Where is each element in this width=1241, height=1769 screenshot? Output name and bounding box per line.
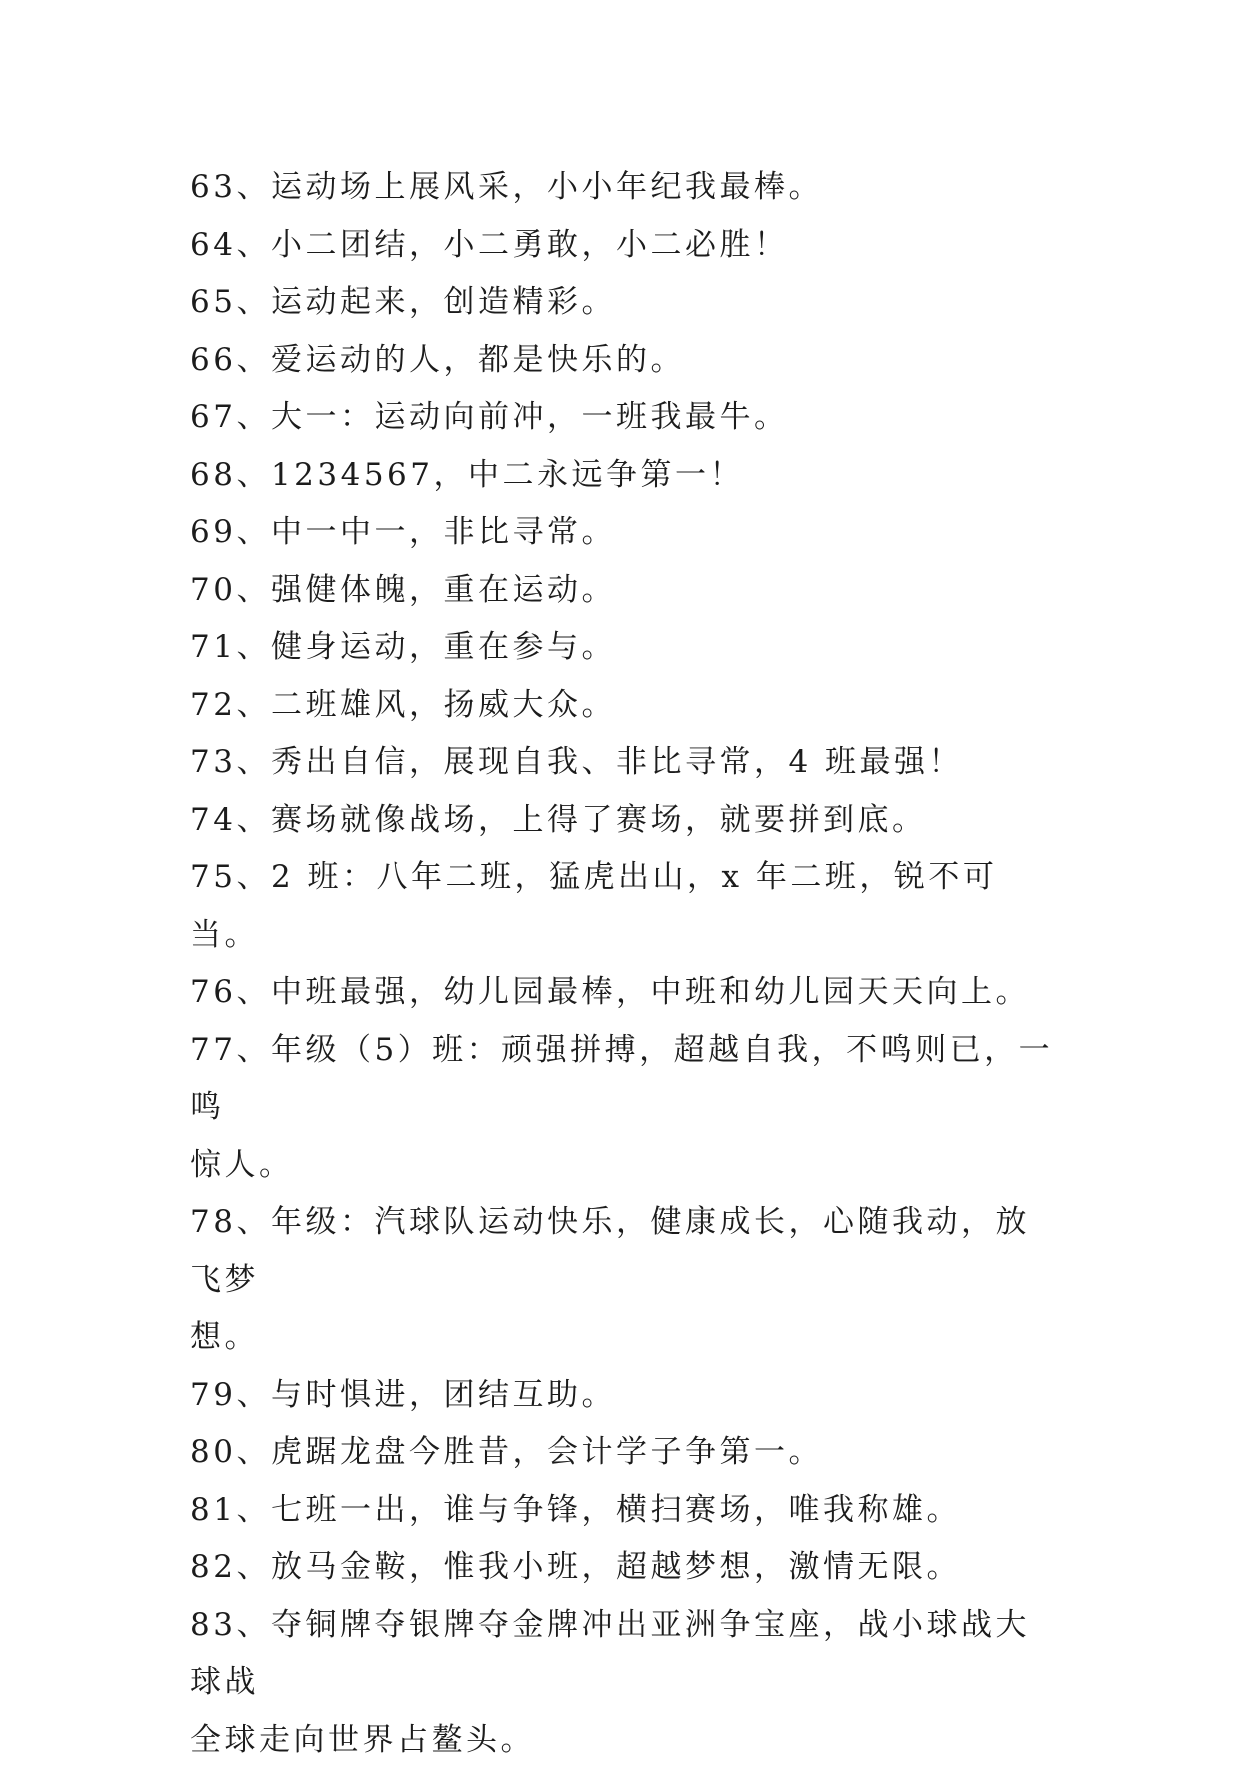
text-line: 81、七班一出，谁与争锋，横扫赛场，唯我称雄。 (190, 1482, 1062, 1540)
text-line: 82、放马金鞍，惟我小班，超越梦想，激情无限。 (190, 1539, 1062, 1597)
text-line: 63、运动场上展风采，小小年纪我最棒。 (190, 159, 1062, 217)
text-line: 74、赛场就像战场，上得了赛场，就要拼到底。 (190, 792, 1062, 850)
text-line: 76、中班最强，幼儿园最棒，中班和幼儿园天天向上。 (190, 964, 1062, 1022)
text-line: 想。 (190, 1309, 1062, 1367)
text-line: 72、二班雄风，扬威大众。 (190, 677, 1062, 735)
text-line: 惊人。 (190, 1137, 1062, 1195)
text-line: 65、运动起来，创造精彩。 (190, 274, 1062, 332)
text-line: 77、年级（5）班：顽强拼搏，超越自我，不鸣则已，一鸣 (190, 1022, 1062, 1137)
text-line: 69、中一中一，非比寻常。 (190, 504, 1062, 562)
text-line: 79、与时惧进，团结互助。 (190, 1367, 1062, 1425)
text-line: 64、小二团结，小二勇敢，小二必胜！ (190, 217, 1062, 275)
document-body (190, 159, 1062, 1769)
text-line: 83、夺铜牌夺银牌夺金牌冲出亚洲争宝座，战小球战大球战 (190, 1597, 1062, 1712)
text-line: 78、年级：汽球队运动快乐，健康成长，心随我动，放飞梦 (190, 1194, 1062, 1309)
text-line: 73、秀出自信，展现自我、非比寻常，4 班最强！ (190, 734, 1062, 792)
text-line: 68、1234567，中二永远争第一！ (190, 447, 1062, 505)
text-line: 全球走向世界占鳌头。 (190, 1712, 1062, 1769)
text-line: 67、大一：运动向前冲，一班我最牛。 (190, 389, 1062, 447)
text-line: 66、爱运动的人，都是快乐的。 (190, 332, 1062, 390)
text-line: 75、2 班：八年二班，猛虎出山，x 年二班，锐不可当。 (190, 849, 1062, 964)
text-line: 80、虎踞龙盘今胜昔，会计学子争第一。 (190, 1424, 1062, 1482)
text-line: 71、健身运动，重在参与。 (190, 619, 1062, 677)
text-line: 70、强健体魄，重在运动。 (190, 562, 1062, 620)
